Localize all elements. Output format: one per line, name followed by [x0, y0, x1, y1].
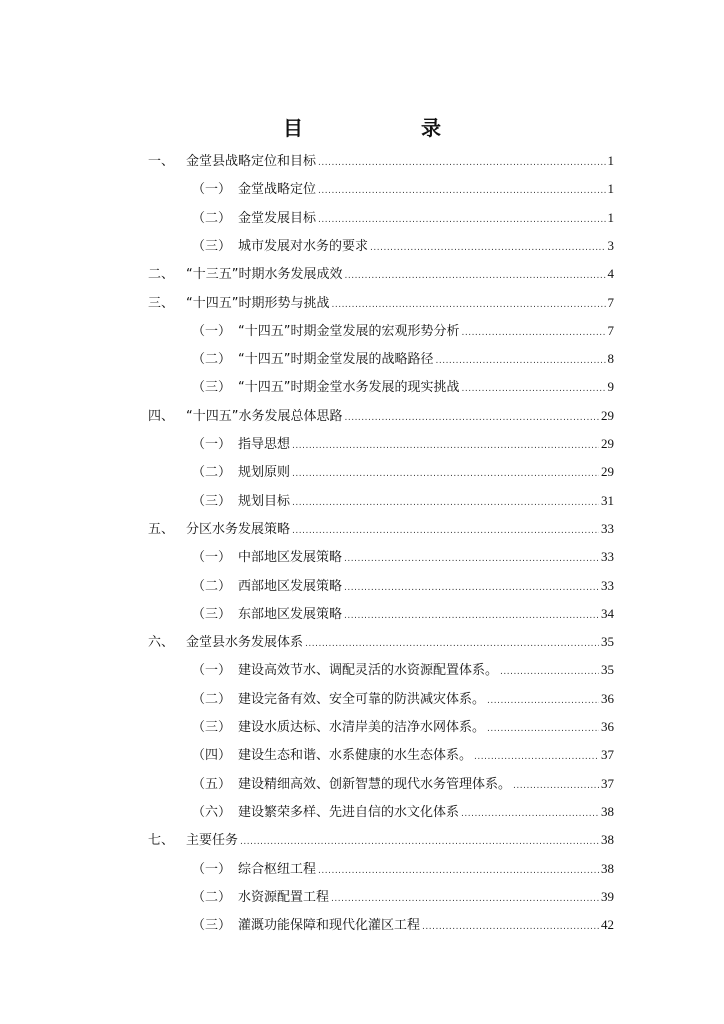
- toc-dot-leader: [370, 237, 605, 259]
- toc-entry-page: 31: [601, 492, 614, 508]
- toc-entry-page: 39: [601, 888, 614, 904]
- toc-entry[interactable]: [148, 150, 614, 172]
- toc-entry-number: 二、: [148, 267, 175, 283]
- toc-entry-page: 1: [607, 209, 614, 225]
- toc-entry-page: 7: [607, 322, 614, 338]
- toc-dot-leader: [318, 209, 605, 231]
- toc-dot-leader: [461, 322, 605, 344]
- toc-entry-number: （一）: [192, 323, 232, 339]
- toc-entry-title: 建设生态和谐、水系健康的水生态体系。: [238, 748, 473, 764]
- toc-dot-leader: [292, 463, 599, 485]
- toc-entry[interactable]: [192, 207, 614, 229]
- toc-entry[interactable]: [192, 914, 614, 936]
- toc-entry-number: （三）: [192, 493, 232, 509]
- toc-entry[interactable]: [148, 631, 614, 653]
- toc-entry-page: 34: [601, 605, 614, 621]
- toc-entry-title: 灌溉功能保障和现代化灌区工程: [238, 918, 421, 934]
- toc-entry-page: 38: [601, 832, 614, 848]
- toc-dot-leader: [344, 548, 599, 570]
- toc-entry-number: 五、: [148, 521, 175, 537]
- toc-entry-number: （五）: [192, 776, 232, 792]
- toc-dot-leader: [474, 746, 599, 768]
- toc-entry[interactable]: [148, 518, 614, 540]
- toc-entry[interactable]: [192, 461, 614, 483]
- toc-entry-page: 29: [601, 464, 614, 480]
- toc-entry[interactable]: [192, 801, 614, 823]
- toc-entry-number: （三）: [192, 380, 232, 396]
- toc-entry[interactable]: [148, 405, 614, 427]
- toc-entry-title: 金堂县水务发展体系: [186, 635, 304, 651]
- toc-entry-number: 三、: [148, 295, 175, 311]
- toc-entry-page: 38: [601, 860, 614, 876]
- toc-entry[interactable]: [192, 348, 614, 370]
- toc-entry-page: 36: [601, 690, 614, 706]
- toc-entry-title: 建设完备有效、安全可靠的防洪减灾体系。: [238, 691, 486, 707]
- toc-dot-leader: [318, 180, 605, 202]
- toc-entry[interactable]: [192, 178, 614, 200]
- toc-entry[interactable]: [148, 263, 614, 285]
- toc-entry[interactable]: [192, 575, 614, 597]
- toc-entry-number: （一）: [192, 437, 232, 452]
- toc-entry-page: 33: [601, 520, 614, 536]
- toc-entry[interactable]: [192, 716, 614, 738]
- toc-entry-page: 35: [601, 634, 614, 650]
- toc-entry-page: 29: [601, 436, 614, 451]
- toc-entry-title: 金堂战略定位: [238, 182, 317, 198]
- toc-entry-title: 建设繁荣多样、先进自信的水文化体系: [238, 804, 460, 820]
- toc-entry[interactable]: [192, 688, 614, 710]
- toc-entry-title: “十四五”时期金堂发展的战略路径: [238, 352, 434, 368]
- toc-entry-title: 建设精细高效、创新智慧的现代水务管理体系。: [238, 776, 512, 792]
- toc-entry-title: 规划原则: [238, 465, 291, 481]
- toc-dot-leader: [344, 407, 599, 429]
- toc-entry-title: 指导思想: [238, 437, 291, 452]
- toc-entry-number: 四、: [148, 408, 175, 424]
- toc-dot-leader: [461, 803, 599, 825]
- toc-entry[interactable]: [192, 320, 614, 342]
- toc-dot-leader: [292, 435, 599, 457]
- toc-entry-title: 金堂县战略定位和目标: [186, 154, 317, 169]
- toc-entry[interactable]: [192, 433, 614, 455]
- toc-dot-leader: [487, 690, 599, 712]
- toc-entry-number: 六、: [148, 635, 175, 651]
- toc-entry-page: 37: [601, 775, 614, 791]
- toc-entry-number: （三）: [192, 918, 232, 934]
- toc-entry-number: （一）: [192, 861, 232, 877]
- toc-entry-title: “十三五”时期水务发展成效: [186, 267, 343, 283]
- toc-entry-number: （二）: [192, 691, 232, 707]
- toc-dot-leader: [344, 605, 599, 627]
- toc-entry-page: 33: [601, 577, 614, 593]
- toc-entry-page: 1: [607, 153, 614, 168]
- toc-entry-page: 7: [607, 294, 614, 310]
- toc-entry-title: 西部地区发展策略: [238, 578, 343, 594]
- toc-entry-number: （二）: [192, 578, 232, 594]
- toc-entry-title: 中部地区发展策略: [238, 550, 343, 566]
- toc-entry-title: 金堂发展目标: [238, 210, 317, 226]
- toc-entry-number: （一）: [192, 663, 232, 679]
- toc-entry[interactable]: [192, 659, 614, 681]
- toc-entry-title: 规划目标: [238, 493, 291, 509]
- toc-entry-title: “十四五”时期金堂水务发展的现实挑战: [238, 380, 460, 396]
- toc-entry[interactable]: [192, 886, 614, 908]
- toc-dot-leader: [487, 718, 599, 740]
- toc-entry-page: 3: [607, 237, 614, 253]
- toc-dot-leader: [435, 350, 605, 372]
- toc-dot-leader: [318, 152, 605, 174]
- toc-entry-title: “十四五”时期形势与挑战: [186, 295, 330, 311]
- toc-entry-page: 38: [601, 803, 614, 819]
- toc-entry-number: （三）: [192, 720, 232, 735]
- toc-dot-leader: [292, 520, 599, 542]
- toc-entry-number: （二）: [192, 210, 232, 226]
- toc-entry-title: 主要任务: [186, 833, 239, 849]
- toc-entry-page: 4: [607, 266, 614, 282]
- toc-entry[interactable]: [192, 744, 614, 766]
- toc-entry[interactable]: [192, 235, 614, 257]
- toc-dot-leader: [292, 492, 599, 514]
- toc-dot-leader: [305, 633, 599, 655]
- toc-entry-title: “十四五”时期金堂发展的宏观形势分析: [238, 323, 460, 339]
- toc-entry[interactable]: [148, 292, 614, 314]
- toc-entry[interactable]: [192, 546, 614, 568]
- toc-entry[interactable]: [192, 490, 614, 512]
- toc-entry-title: “十四五”水务发展总体思路: [186, 408, 343, 424]
- toc-dot-leader: [500, 661, 599, 683]
- toc-entry[interactable]: [192, 773, 614, 795]
- toc-dot-leader: [240, 831, 599, 853]
- toc-entry-number: 七、: [148, 833, 175, 849]
- toc-entry-number: （一）: [192, 550, 232, 566]
- toc-entry[interactable]: [192, 858, 614, 880]
- toc-entry-number: （三）: [192, 606, 232, 622]
- toc-entry-page: 33: [601, 549, 614, 565]
- toc-entry-number: 一、: [148, 154, 175, 169]
- toc-entry[interactable]: [148, 829, 614, 851]
- toc-entry-number: （二）: [192, 465, 232, 481]
- toc-entry-page: 42: [601, 917, 614, 933]
- toc-entry-page: 8: [607, 351, 614, 367]
- toc-dot-leader: [318, 860, 599, 882]
- toc-entry-page: 1: [607, 181, 614, 197]
- toc-entry-number: （三）: [192, 238, 232, 254]
- toc-entry-number: （六）: [192, 804, 232, 820]
- toc-entry-number: （二）: [192, 352, 232, 368]
- toc-entry-page: 9: [607, 379, 614, 395]
- toc-dot-leader: [461, 378, 605, 400]
- toc-dot-leader: [513, 775, 599, 797]
- toc-entry-title: 水资源配置工程: [238, 889, 330, 905]
- toc-entry-title: 分区水务发展策略: [186, 521, 291, 537]
- toc-entry-title: 城市发展对水务的要求: [238, 238, 369, 254]
- toc-entry[interactable]: [192, 376, 614, 398]
- toc-entry-number: （四）: [192, 748, 232, 764]
- toc-entry-page: 37: [601, 747, 614, 763]
- toc-entry-title: 综合枢纽工程: [238, 861, 317, 877]
- toc-entry[interactable]: [192, 603, 614, 625]
- toc-dot-leader: [331, 294, 605, 316]
- toc-entry-page: 35: [601, 662, 614, 678]
- toc-entry-number: （二）: [192, 889, 232, 905]
- toc-entry-page: 29: [601, 407, 614, 423]
- toc-entry-number: （一）: [192, 182, 232, 198]
- toc-entry-page: 36: [601, 719, 614, 734]
- toc-dot-leader: [344, 577, 599, 599]
- toc-dot-leader: [344, 265, 605, 287]
- toc-dot-leader: [331, 888, 599, 910]
- toc-entry-title: 建设高效节水、调配灵活的水资源配置体系。: [238, 663, 499, 679]
- toc-dot-leader: [422, 916, 599, 938]
- page-title: 目 录: [283, 116, 467, 140]
- toc-entry-title: 建设水质达标、水清岸美的洁净水网体系。: [238, 720, 486, 735]
- toc-entry-title: 东部地区发展策略: [238, 606, 343, 622]
